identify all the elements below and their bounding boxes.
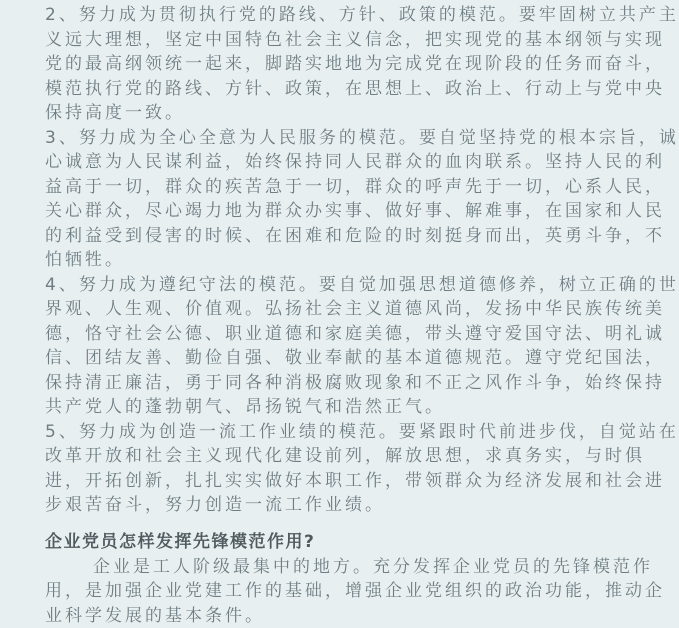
- section-heading: 企业党员怎样发挥先锋模范作用?: [45, 530, 679, 555]
- paragraph-point-2: 2、努力成为贯彻执行党的路线、方针、政策的模范。要牢固树立共产主义远大理想，坚定中国特色社会主义信念，把实现党的基本纲领与实现党的最高纲领统一起来，脚踏实地地为完成党在现阶段的任务而奋斗，模范执行党的路线、方针、政策，在思想上、政治上、行动上与党中央保持高度一致。: [45, 3, 679, 126]
- paragraph-point-4: 4、努力成为遵纪守法的模范。要自觉加强思想道德修养，树立正确的世界观、人生观、价值观。弘扬社会主义道德风尚，发扬中华民族传统美德，恪守社会公德、职业道德和家庭美德，带头遵守爱国守法、明礼诚信、团结友善、勤俭自强、敬业奉献的基本道德规范。遵守党纪国法，保持清正廉洁，勇于同各种消极腐败现象和不正之风作斗争，始终保持共产党人的蓬勃朝气、昂扬锐气和浩然正气。: [45, 273, 679, 420]
- paragraph-point-3: 3、努力成为全心全意为人民服务的模范。要自觉坚持党的根本宗旨，诚心诚意为人民谋利益，始终保持同人民群众的血肉联系。坚持人民的利益高于一切，群众的疾苦急于一切，群众的呼声先于一切，心系人民，关心群众，尽心竭力地为群众办实事、做好事、解难事，在国家和人民的利益受到侵害的时候、在困难和危险的时刻挺身而出，英勇斗争，不怕牺牲。: [45, 126, 679, 273]
- section-closing-paragraph: 企业是工人阶级最集中的地方。充分发挥企业党员的先锋模范作用，是加强企业党建工作的基础，增强企业党组织的政治功能，推动企业科学发展的基本条件。: [45, 555, 679, 628]
- paragraph-point-5: 5、努力成为创造一流工作业绩的模范。要紧跟时代前进步伐，自觉站在改革开放和社会主义现代化建设前列，解放思想，求真务实，与时俱进，开拓创新，扎扎实实做好本职工作，带领群众为经济发展和社会进步艰苦奋斗，努力创造一流工作业绩。: [45, 420, 679, 518]
- article-body: [45, 3, 679, 628]
